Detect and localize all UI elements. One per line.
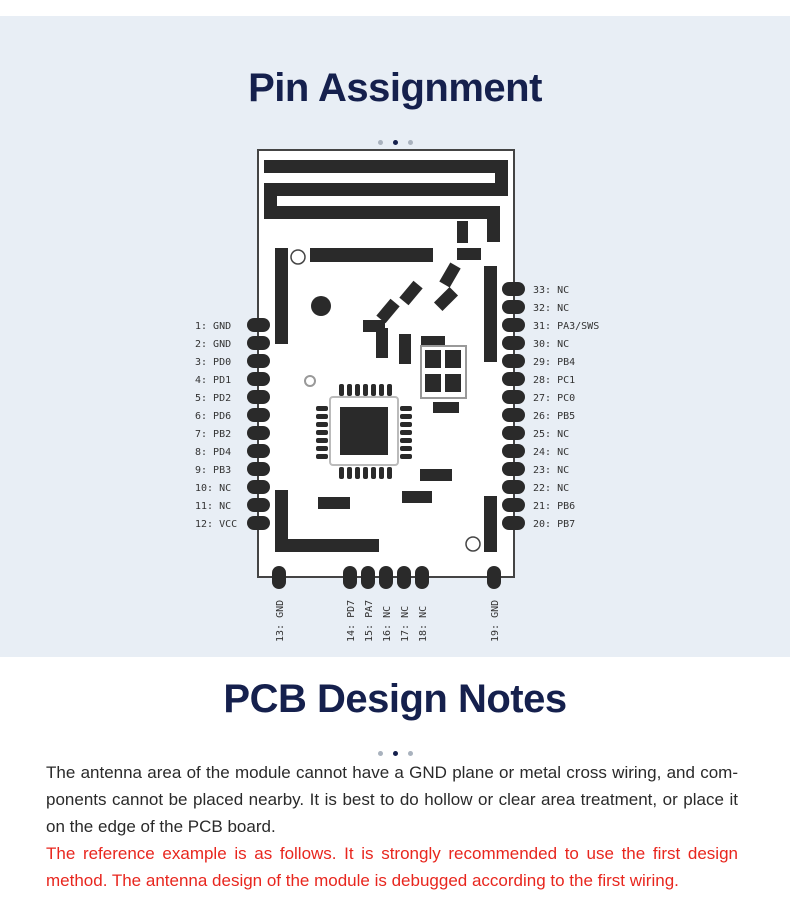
left-pin-pad xyxy=(247,462,270,476)
right-pin-pad xyxy=(502,390,525,404)
right-pin-label: 33: NC xyxy=(533,285,570,296)
right-pin-pad xyxy=(502,516,525,530)
module-pinout-diagram xyxy=(0,16,790,657)
bottom-pin-pad xyxy=(272,566,286,589)
left-pin-label: 10: NC xyxy=(195,483,232,494)
right-pin-label: 28: PC1 xyxy=(533,375,576,386)
left-pin-label: 6: PD6 xyxy=(195,411,232,422)
right-pin-pad xyxy=(502,282,525,296)
bottom-pin-label: 13: GND xyxy=(275,599,286,642)
left-pin-label: 8: PD4 xyxy=(195,447,232,458)
bottom-pin-label: 19: GND xyxy=(490,599,501,642)
bottom-pin-label: 14: PD7 xyxy=(346,599,357,642)
bottom-pin-label: 15: PA7 xyxy=(364,599,375,642)
bottom-pin-pad xyxy=(379,566,393,589)
right-pin-label: 31: PA3/SWS xyxy=(533,321,600,332)
right-pin-pad xyxy=(502,336,525,350)
right-pin-pad xyxy=(502,300,525,314)
bottom-pin-pad xyxy=(343,566,357,589)
bottom-pin-label: 18: NC xyxy=(418,605,429,642)
notes-paragraph-reference: The reference example is as follows. It is strongly recommended to use the first design method. The antenna design of the module is debugged according to the first wiring. xyxy=(46,844,738,890)
right-pin-pad xyxy=(502,498,525,512)
left-pin-pad xyxy=(247,498,270,512)
right-pin-pad xyxy=(502,426,525,440)
left-pin-pad xyxy=(247,372,270,386)
left-pin-pad xyxy=(247,480,270,494)
bottom-pin-pad xyxy=(397,566,411,589)
bottom-pin-pad xyxy=(415,566,429,589)
left-pin-label: 4: PD1 xyxy=(195,375,232,386)
notes-body xyxy=(46,759,738,894)
bottom-pin-pad xyxy=(487,566,501,589)
right-pin-pad xyxy=(502,462,525,476)
left-pin-pad xyxy=(247,390,270,404)
left-pin-pad xyxy=(247,426,270,440)
right-pin-pad xyxy=(502,318,525,332)
right-pin-label: 23: NC xyxy=(533,465,570,476)
right-pin-label: 20: PB7 xyxy=(533,519,576,530)
right-pin-label: 21: PB6 xyxy=(533,501,576,512)
left-pin-label: 1: GND xyxy=(195,321,232,332)
right-pin-label: 29: PB4 xyxy=(533,357,576,368)
pcb-design-notes-title: PCB Design Notes xyxy=(223,677,567,721)
right-pin-label: 30: NC xyxy=(533,339,570,350)
right-pin-pad xyxy=(502,408,525,422)
dot-icon xyxy=(408,751,413,756)
left-pin-label: 11: NC xyxy=(195,501,232,512)
right-pin-label: 26: PB5 xyxy=(533,411,576,422)
dot-icon xyxy=(378,751,383,756)
bottom-pin-label: 17: NC xyxy=(400,605,411,642)
notes-paragraph-antenna: The antenna area of the module cannot have a GND plane or metal cross wiring, and components cannot be placed nearby. It is best to do hollow or clear area treatment, or place it on the edge of the PCB board. xyxy=(46,763,738,836)
left-pin-label: 3: PD0 xyxy=(195,357,232,368)
left-pin-pad xyxy=(247,408,270,422)
right-pin-label: 32: NC xyxy=(533,303,570,314)
right-pin-pad xyxy=(502,372,525,386)
left-pin-label: 9: PB3 xyxy=(195,465,232,476)
left-pin-label: 7: PB2 xyxy=(195,429,232,440)
bottom-pin-pad xyxy=(361,566,375,589)
right-pin-pad xyxy=(502,480,525,494)
left-pin-label: 12: VCC xyxy=(195,519,238,530)
left-pin-pad xyxy=(247,336,270,350)
right-pin-label: 27: PC0 xyxy=(533,393,576,404)
left-pin-pad xyxy=(247,318,270,332)
dot-active-icon xyxy=(393,751,398,756)
right-pin-pads xyxy=(502,282,599,530)
pin-assignment-title: Pin Assignment xyxy=(248,66,542,110)
right-pin-label: 22: NC xyxy=(533,483,570,494)
bottom-pin-label: 16: NC xyxy=(382,605,393,642)
right-pin-pad xyxy=(502,354,525,368)
qfn-chip xyxy=(316,384,412,479)
right-pin-label: 24: NC xyxy=(533,447,570,458)
pin-assignment-section xyxy=(0,16,790,657)
right-pin-label: 25: NC xyxy=(533,429,570,440)
left-pin-pad xyxy=(247,516,270,530)
left-pin-label: 5: PD2 xyxy=(195,393,232,404)
left-pin-label: 2: GND xyxy=(195,339,232,350)
left-pin-pad xyxy=(247,354,270,368)
right-pin-pad xyxy=(502,444,525,458)
pcb-design-notes-section xyxy=(0,657,790,904)
left-pin-pad xyxy=(247,444,270,458)
top-strip xyxy=(0,0,790,16)
